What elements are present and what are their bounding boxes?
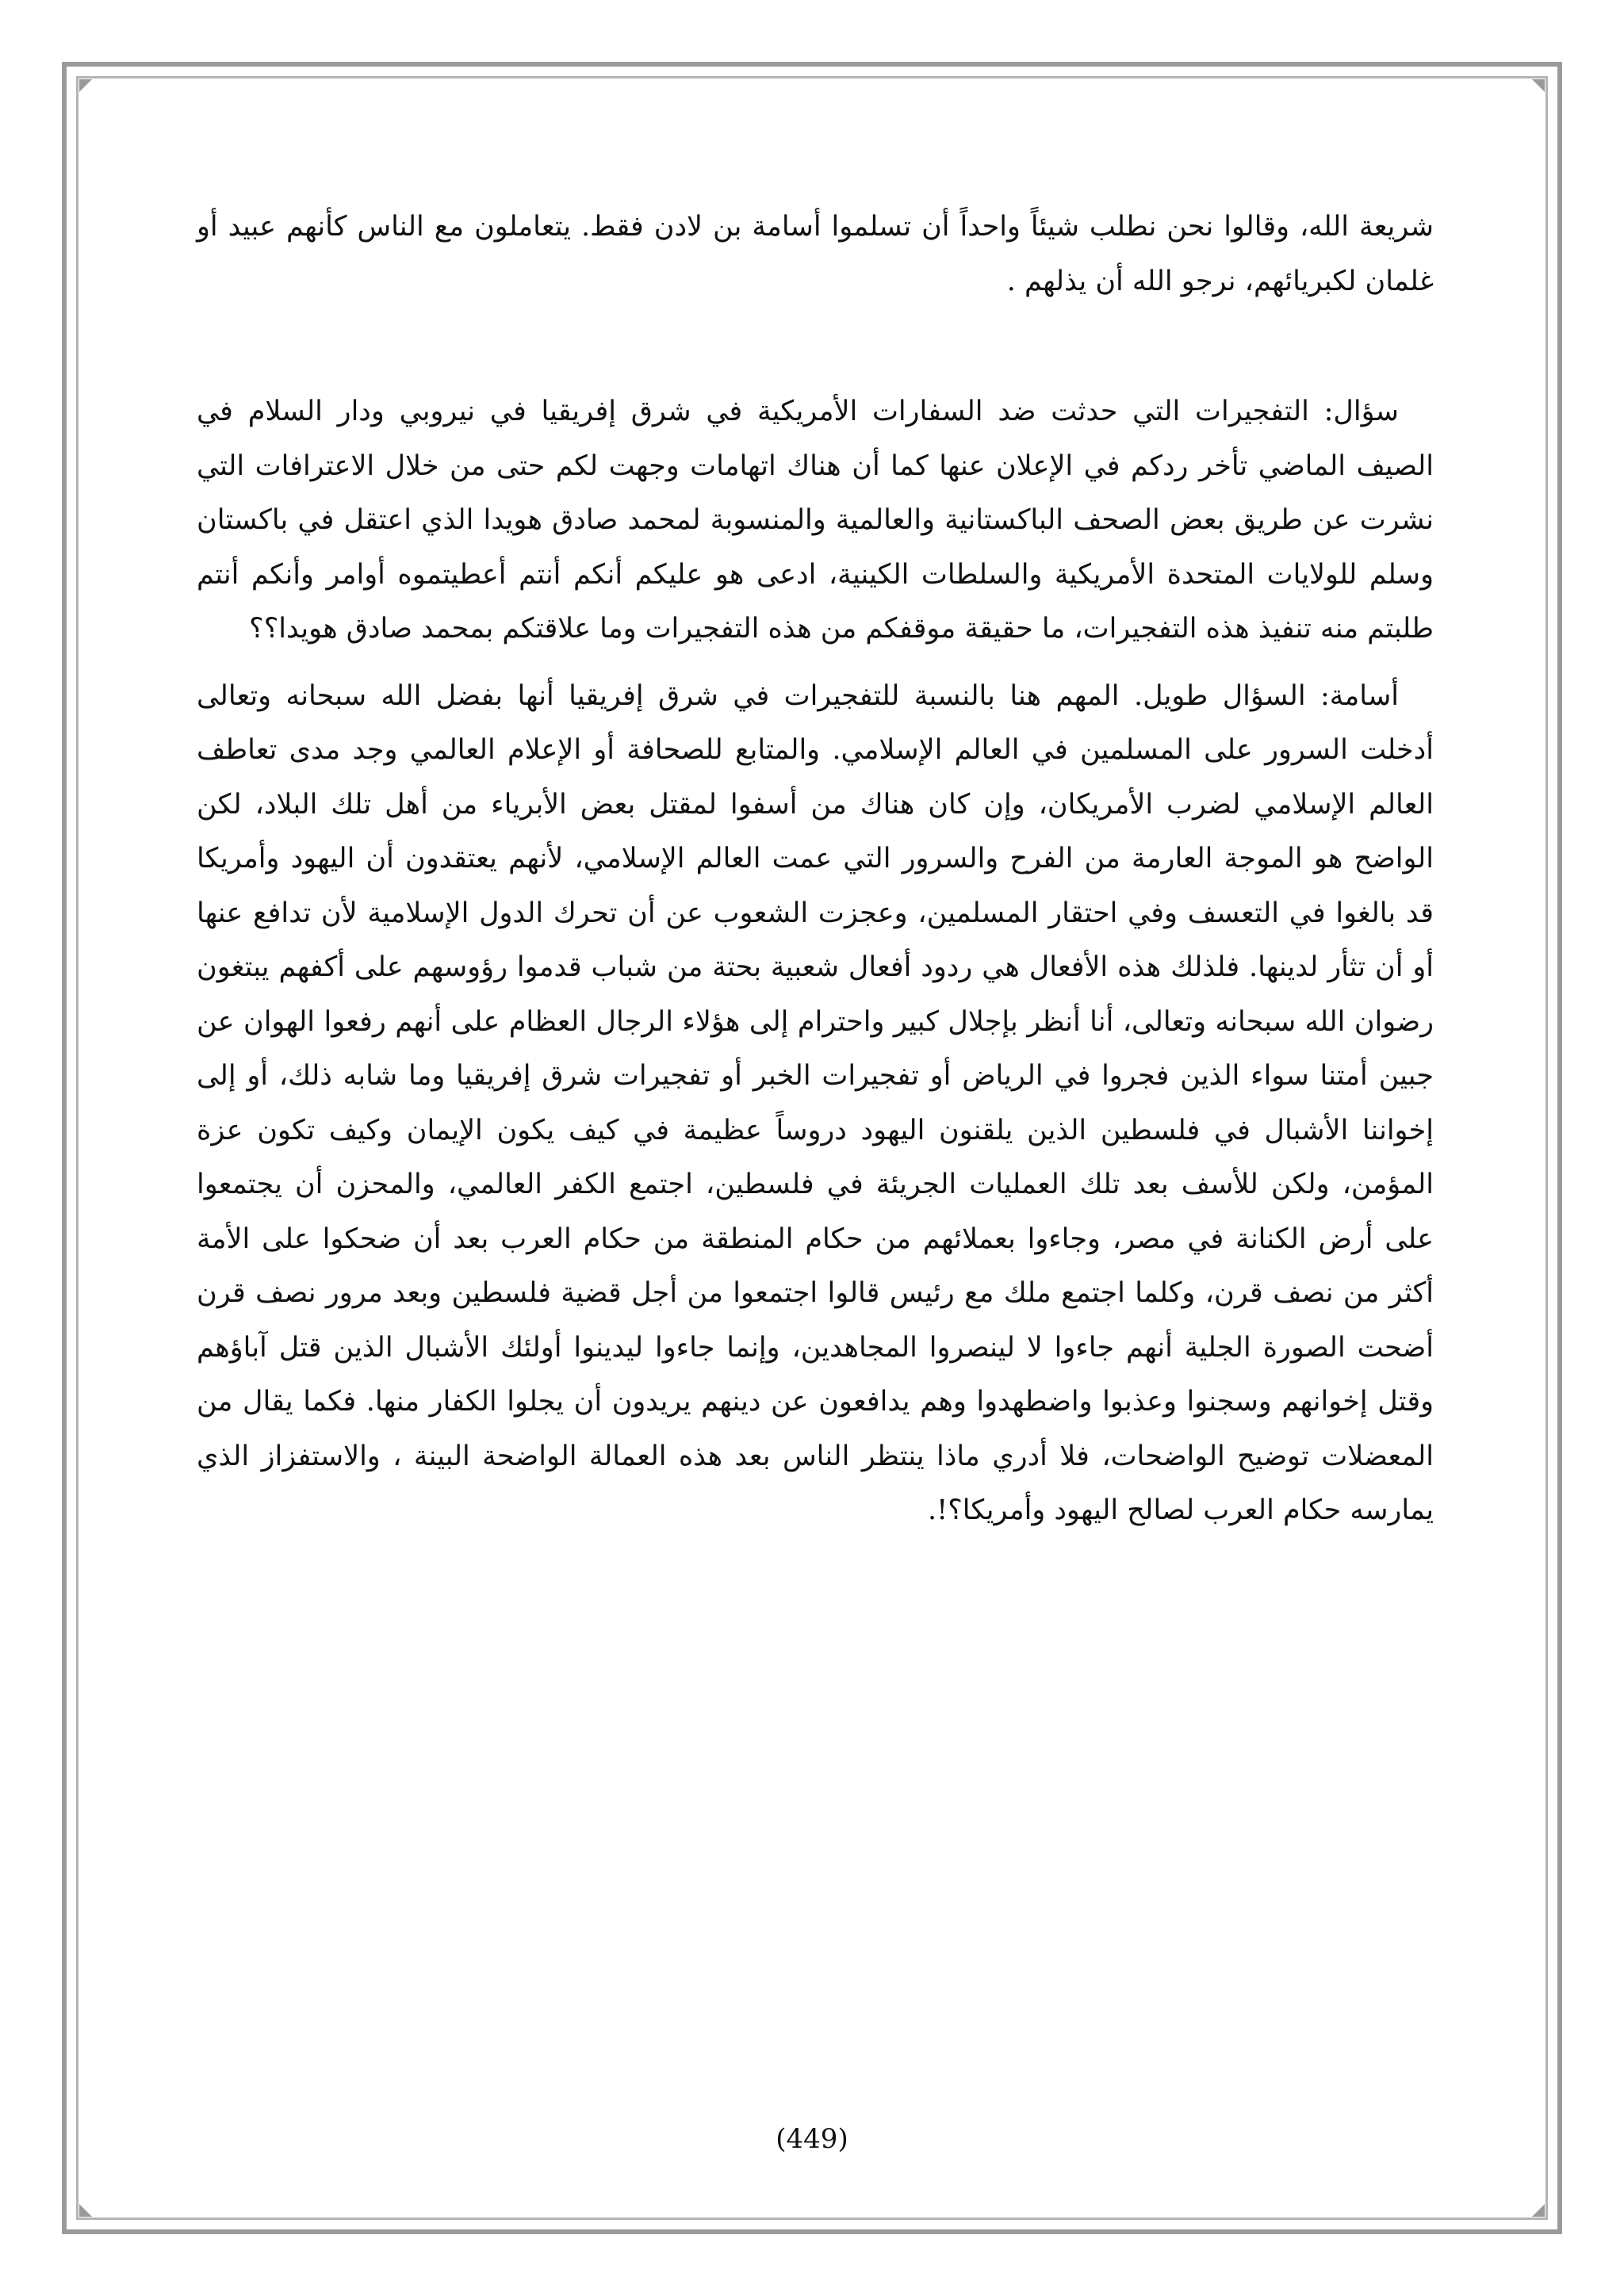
paragraph-continuation: شريعة الله، وقالوا نحن نطلب شيئاً واحداً أن تسلموا أسامة بن لادن فقط. يتعاملون مع الناس كأنهم عبيد أو غلمان لكبريائهم، نرجو الله أن يذلهم . — [197, 211, 1434, 297]
corner-ornament-top-right — [1532, 79, 1545, 92]
corner-ornament-bottom-right — [1532, 2204, 1545, 2217]
page-number: (449) — [776, 2123, 848, 2155]
paragraph-question: سؤال: التفجيرات التي حدثت ضد السفارات الأمريكية في شرق إفريقيا في نيروبي ودار السلام في الصيف الماضي تأخر ردكم في الإعلان عنها كما أن هناك اتهامات وجهت لكم حتى من خلال الاعترافات التي نشرت عن طريق بعض الصحف الباكستانية والعالمية والمنسوبة لمحمد صادق هويدا الذي اعتقل في باكستان وسلم للولايات المتحدة الأمريكية والسلطات الكينية، ادعى هو عليكم أنكم أنتم أعطيتموه أوامر وأنكم أنتم طلبتم منه تنفيذ هذه التفجيرات، ما حقيقة موقفكم من هذه التفجيرات وما علاقتكم بمحمد صادق هويدا؟؟ — [197, 396, 1434, 645]
page-body — [197, 200, 1434, 1538]
corner-ornament-bottom-left — [79, 2204, 92, 2217]
paragraph-answer: أسامة: السؤال طويل. المهم هنا بالنسبة للتفجيرات في شرق إفريقيا أنها بفضل الله سبحانه وتعالى أدخلت السرور على المسلمين في العالم الإسلامي. والمتابع للصحافة أو الإعلام العالمي وجد مدى تعاطف العالم الإسلامي لضرب الأمريكان، وإن كان هناك من أسفوا لمقتل بعض الأبرياء من أهل تلك البلاد، لكن الواضح هو الموجة العارمة من الفرح والسرور التي عمت العالم الإسلامي، لأنهم يعتقدون أن اليهود وأمريكا قد بالغوا في التعسف وفي احتقار المسلمين، وعجزت الشعوب عن أن تحرك الدول الإسلامية لأن تدافع عنها أو أن تثأر لدينها. فلذلك هذه الأفعال هي ردود أفعال شعبية بحتة من شباب قدموا رؤوسهم على أكفهم يبتغون رضوان الله سبحانه وتعالى، أنا أنظر بإجلال كبير واحترام إلى هؤلاء الرجال العظام على أنهم رفعوا الهوان عن جبين أمتنا سواء الذين فجروا في الرياض أو تفجيرات الخبر أو تفجيرات شرق إفريقيا وما شابه ذلك، أو إلى إخواننا الأشبال في فلسطين الذين يلقنون اليهود دروساً عظيمة في كيف يكون الإيمان وكيف تكون عزة المؤمن، ولكن للأسف بعد تلك العمليات الجريئة في فلسطين، اجتمع الكفر العالمي، والمحزن أن يجتمعوا على أرض الكنانة في مصر، وجاءوا بعملائهم من حكام المنطقة من حكام العرب بعد أن ضحكوا على الأمة أكثر من نصف قرن، وكلما اجتمع ملك مع رئيس قالوا اجتمعوا من أجل قضية فلسطين وبعد مرور نصف قرن أضحت الصورة الجلية أنهم جاءوا لا لينصروا المجاهدين، وإنما جاءوا ليدينوا أولئك الأشبال الذين قتل آباؤهم وقتل إخوانهم وسجنوا وعذبوا واضطهدوا وهم يدافعون عن دينهم يريدون أن يجلوا الكفار منها. فكما يقال من المعضلات توضيح الواضحات، فلا أدري ماذا ينتظر الناس بعد هذه العمالة الواضحة البينة ، والاستفزاز الذي يمارسه حكام العرب لصالح اليهود وأمريكا؟!. — [197, 679, 1434, 1526]
corner-ornament-top-left — [79, 79, 92, 92]
